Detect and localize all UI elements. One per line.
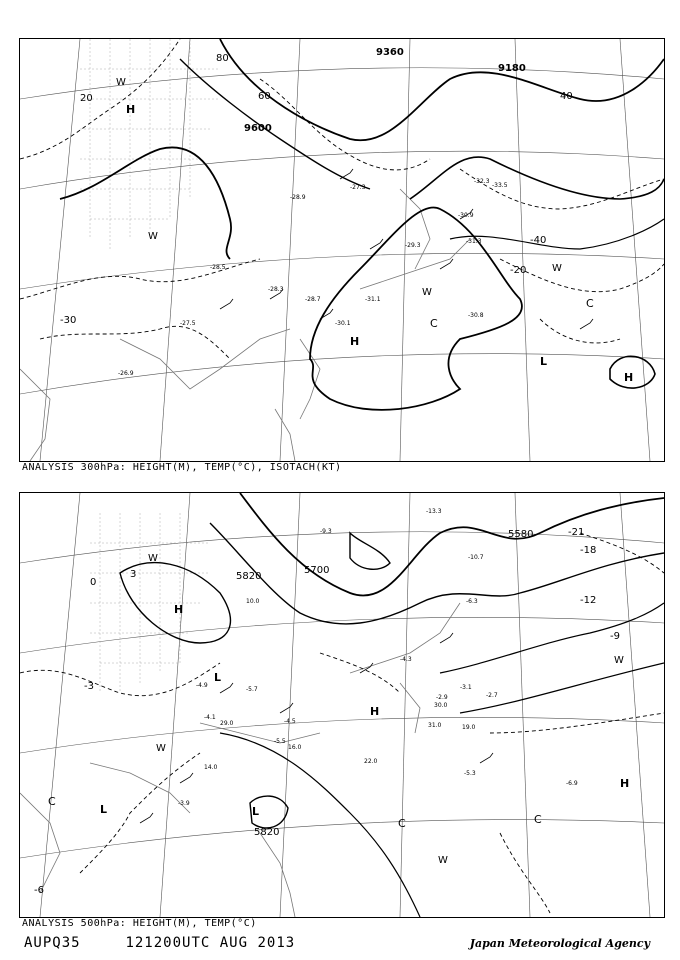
station-value: -27.3 <box>350 184 366 191</box>
station-value: -3.1 <box>460 684 472 691</box>
cold-center: C <box>534 813 542 826</box>
lower-graticule <box>20 493 664 917</box>
contour-label: 5820 <box>236 571 262 582</box>
upper-chart-map <box>20 39 664 461</box>
upper-pressure-centers <box>116 77 633 384</box>
warm-center: W <box>156 743 166 754</box>
upper-station-values <box>118 178 508 377</box>
station-value: -2.9 <box>436 694 448 701</box>
cold-center: C <box>586 297 594 310</box>
contour-label: 3 <box>130 569 137 580</box>
lower-hatched-area <box>90 513 210 693</box>
low-pressure-center: L <box>252 805 260 818</box>
station-value: -5.7 <box>246 686 258 693</box>
cold-center: C <box>430 317 438 330</box>
contour-label: -9 <box>610 631 620 642</box>
low-pressure-center: L <box>540 355 548 368</box>
station-value: -28.3 <box>268 286 284 293</box>
upper-hatched-area <box>80 39 220 249</box>
station-value: -28.7 <box>305 296 321 303</box>
upper-chart-caption: ANALYSIS 300hPa: HEIGHT(M), TEMP(°C), ISOTACH(KT) <box>22 462 342 473</box>
high-pressure-center: H <box>174 603 184 616</box>
station-value: -30.1 <box>335 320 351 327</box>
high-pressure-center: H <box>624 371 634 384</box>
high-pressure-center: H <box>370 705 380 718</box>
agency-credit: Japan Meteorological Agency <box>469 937 650 950</box>
warm-center: W <box>148 553 158 564</box>
station-value: -4.5 <box>284 718 296 725</box>
chart-id: AUPQ35 <box>24 935 81 951</box>
station-value: -32.3 <box>474 178 490 185</box>
contour-label: 5700 <box>304 565 330 576</box>
station-value: -30.9 <box>458 212 474 219</box>
station-value: -9.3 <box>320 528 332 535</box>
contour-label: -18 <box>580 545 597 556</box>
station-value: 29.0 <box>220 720 234 727</box>
contour-label: -21 <box>568 527 585 538</box>
station-value: -4.3 <box>400 656 412 663</box>
contour-label: -20 <box>510 265 527 276</box>
lower-chart-map <box>20 493 664 917</box>
station-value: -5.5 <box>274 738 286 745</box>
station-value: -10.7 <box>468 554 484 561</box>
contour-label: 5580 <box>508 529 534 540</box>
contour-label: 80 <box>216 53 229 64</box>
station-value: -28.5 <box>210 264 226 271</box>
warm-center: W <box>148 231 158 242</box>
low-pressure-center: L <box>214 671 222 684</box>
lower-chart-caption: ANALYSIS 500hPa: HEIGHT(M), TEMP(°C) <box>22 918 257 929</box>
station-value: -29.3 <box>405 242 421 249</box>
warm-center: W <box>614 655 624 666</box>
lower-coastlines <box>20 603 460 917</box>
station-value: -3.9 <box>178 800 190 807</box>
high-pressure-center: H <box>126 103 136 116</box>
warm-center: W <box>552 263 562 274</box>
contour-label: -6 <box>34 885 44 896</box>
cold-center: C <box>398 817 406 830</box>
contour-label: 20 <box>80 93 93 104</box>
station-value: -5.3 <box>464 770 476 777</box>
station-value: -4.1 <box>204 714 216 721</box>
contour-label: 9180 <box>498 63 526 74</box>
station-value: 14.0 <box>204 764 218 771</box>
station-value: -6.9 <box>566 780 578 787</box>
cold-center: C <box>48 795 56 808</box>
contour-label: 40 <box>560 91 573 102</box>
station-value: -33.5 <box>492 182 508 189</box>
lower-chart-panel <box>19 492 665 918</box>
contour-label: 0 <box>90 577 97 588</box>
low-pressure-center: L <box>100 803 108 816</box>
station-value: -6.3 <box>466 598 478 605</box>
contour-label: 5820 <box>254 827 280 838</box>
contour-label: 9600 <box>244 123 272 134</box>
station-value: 31.0 <box>428 722 442 729</box>
station-value: -30.8 <box>468 312 484 319</box>
high-pressure-center: H <box>620 777 630 790</box>
station-value: -4.9 <box>196 682 208 689</box>
station-value: -26.9 <box>118 370 134 377</box>
station-value: 16.0 <box>288 744 302 751</box>
contour-label: -30 <box>60 315 77 326</box>
station-value: -27.5 <box>180 320 196 327</box>
chart-identifier <box>24 935 295 951</box>
station-value: -31.3 <box>466 238 482 245</box>
contour-label: 9360 <box>376 47 404 58</box>
chart-datetime: 121200UTC AUG 2013 <box>125 935 296 951</box>
station-value: 19.0 <box>462 724 476 731</box>
contour-label: -40 <box>530 235 547 246</box>
contour-label: -3 <box>84 681 94 692</box>
lower-height-contours <box>120 493 664 917</box>
station-value: -2.7 <box>486 692 498 699</box>
upper-graticule <box>20 39 664 461</box>
warm-center: W <box>116 77 126 88</box>
station-value: -13.3 <box>426 508 442 515</box>
warm-center: W <box>422 287 432 298</box>
contour-label: 60 <box>258 91 271 102</box>
warm-center: W <box>438 855 448 866</box>
upper-chart-panel <box>19 38 665 462</box>
contour-label: -12 <box>580 595 597 606</box>
station-value: 22.0 <box>364 758 378 765</box>
upper-coastlines <box>20 189 470 461</box>
station-value: 10.0 <box>246 598 260 605</box>
station-value: -31.1 <box>365 296 381 303</box>
lower-pressure-centers <box>48 553 629 866</box>
high-pressure-center: H <box>350 335 360 348</box>
station-value: -28.9 <box>290 194 306 201</box>
station-value: 30.0 <box>434 702 448 709</box>
